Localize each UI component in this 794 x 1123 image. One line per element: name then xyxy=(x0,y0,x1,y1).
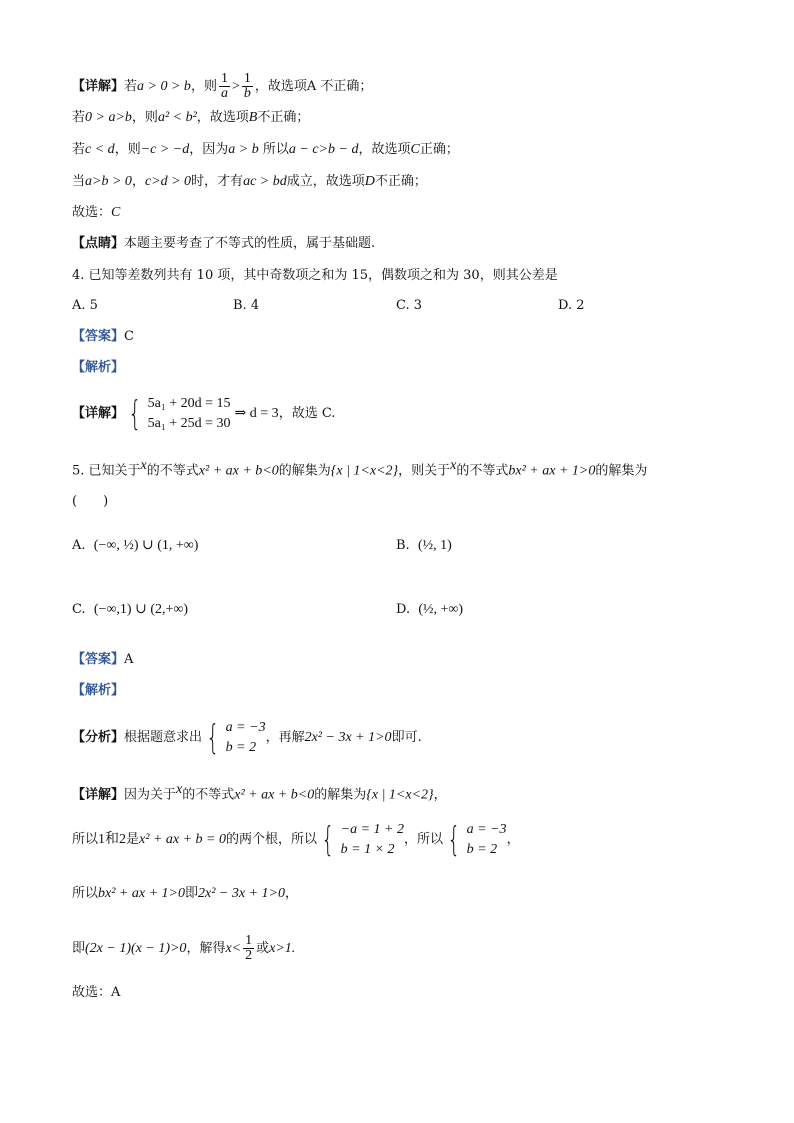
math-result: ac > bd xyxy=(243,174,287,189)
detail-tag: 【详解】 xyxy=(72,787,125,803)
equation-1: a = −3 xyxy=(466,822,507,837)
answer-letter: C xyxy=(111,205,121,220)
option-value: (−∞, ½) ∪ (1, +∞) xyxy=(93,538,199,553)
q5-option-c xyxy=(72,600,188,620)
analysis-tag: 【解析】 xyxy=(72,683,125,698)
equation-2: 5a₁ + 25d = 30 xyxy=(147,416,231,431)
text: 的两个根，所以 xyxy=(226,832,318,847)
prev-detail-line-3 xyxy=(72,140,459,160)
option-value: (−∞,1) ∪ (2,+∞) xyxy=(93,602,189,617)
text: 的解集为 xyxy=(314,787,367,803)
text: ，所以 xyxy=(404,832,444,847)
math-inequality: a² < b² xyxy=(157,110,197,125)
range-2: x>1. xyxy=(269,941,296,956)
range-1: x< xyxy=(225,941,242,956)
text: ，则 xyxy=(131,110,158,125)
equation-system-2: { a = −3 b = 2 xyxy=(447,820,507,860)
solution-set: {x | 1<x<2} xyxy=(330,463,399,479)
text: 不正确； xyxy=(257,110,310,125)
text: 若 xyxy=(124,79,138,94)
equation: x² + ax + b = 0 xyxy=(139,832,226,847)
q5-option-d xyxy=(396,600,463,620)
q4-option-c: C. 3 xyxy=(396,298,423,313)
text: 当 xyxy=(72,174,86,189)
text: ，故选 C. xyxy=(278,406,336,421)
text: 即可. xyxy=(391,730,422,745)
text: ，则 xyxy=(190,79,217,94)
analysis-tag: 【解析】 xyxy=(72,360,125,375)
answer-value: A xyxy=(124,652,134,667)
comment-tag: 【点睛】 xyxy=(72,236,125,251)
q5-detail-line-1 xyxy=(72,780,447,805)
option-label: B. xyxy=(396,538,410,553)
var-x: x xyxy=(450,458,457,473)
detail-tag: 【详解】 xyxy=(72,79,125,94)
equation-1: −a = 1 + 2 xyxy=(340,822,404,837)
q4-option-b: B. 4 xyxy=(233,298,260,313)
q5-detail-line-3 xyxy=(72,884,298,904)
option-letter: B xyxy=(248,110,258,125)
q4-option-a: A. 5 xyxy=(72,298,98,313)
text: ，则 xyxy=(114,142,141,157)
q5-choose: 故选：A xyxy=(72,985,121,1000)
text: 即 xyxy=(184,886,198,901)
fraction-one-half: $\frac{1}{2}$ xyxy=(245,933,253,963)
q5-stem xyxy=(72,456,647,481)
q5-answer xyxy=(72,650,133,670)
math-condition: a>b > 0 xyxy=(85,174,132,189)
math-condition: c < d xyxy=(85,142,115,157)
q5-detail-line-2 xyxy=(72,818,520,862)
prev-detail-line-4 xyxy=(72,172,427,192)
text: ， xyxy=(506,832,520,847)
text: ，故选项 xyxy=(196,110,249,125)
solution-set: {x | 1<x<2} xyxy=(366,787,434,803)
math-inequality: −c > −d xyxy=(140,142,190,157)
text: ，解得 xyxy=(186,941,226,956)
equation-2: b = 1 × 2 xyxy=(340,842,395,857)
math-condition: 0 > a>b xyxy=(85,110,132,125)
prev-comment xyxy=(72,234,375,254)
detail-tag: 【详解】 xyxy=(72,406,125,421)
text: 的不等式 xyxy=(456,463,509,479)
q4-stem: 4. 已知等差数列共有 10 项，其中奇数项之和为 15，偶数项之和为 30，则其公差是 xyxy=(72,268,558,283)
text: ，再解 xyxy=(265,730,305,745)
text: ，因为 xyxy=(189,142,229,157)
comment-text: 本题主要考查了不等式的性质，属于基础题. xyxy=(124,236,376,251)
option-label: A. xyxy=(72,538,86,553)
q5-analysis-tag xyxy=(72,681,124,701)
text: 5. 已知关于 xyxy=(72,463,141,479)
text: ， xyxy=(284,886,298,901)
text: 若 xyxy=(72,142,86,157)
prev-detail-line-1: 【详解】若a > 0 > b，则 $\frac{1}{a}$ > $\frac{1}{b}$ ，故选项A 不正确； xyxy=(72,71,373,101)
text: 或 xyxy=(256,941,270,956)
math-condition: a > b xyxy=(228,142,259,157)
answer-tag: 【答案】 xyxy=(72,652,125,667)
prev-choose xyxy=(72,203,120,223)
inequality: x² + ax + b<0 xyxy=(234,787,315,803)
option-value: (½, 1) xyxy=(417,538,452,553)
equation-1: 5a₁ + 20d = 15 xyxy=(147,396,231,411)
var-x: x xyxy=(176,782,183,797)
math-condition: c>d > 0 xyxy=(144,174,192,189)
q5-paren: ( ) xyxy=(72,494,109,509)
text: 若 xyxy=(72,110,86,125)
text: ，故选项 xyxy=(358,142,411,157)
answer-value: C xyxy=(124,329,134,344)
text: 的不等式 xyxy=(182,787,235,803)
fraction-1-over-b: $\frac{1}{b}$ xyxy=(243,71,251,101)
q4-detail xyxy=(72,392,335,436)
option-letter: D xyxy=(364,174,375,189)
text: 故选： xyxy=(72,205,112,220)
q4-analysis-tag xyxy=(72,358,124,378)
equation-system: { 5a₁ + 20d = 15 5a₁ + 25d = 30 xyxy=(128,394,231,434)
equation-1: a = −3 xyxy=(225,720,266,735)
answer-tag: 【答案】 xyxy=(72,329,125,344)
roots: 1和2 xyxy=(98,832,127,847)
text: 所以 xyxy=(262,142,289,157)
equation-system: { a = −3 b = 2 xyxy=(206,718,266,758)
text: 不正确； xyxy=(374,174,427,189)
inequality-1: x² + ax + b<0 xyxy=(198,463,279,479)
equation-2: b = 2 xyxy=(466,842,498,857)
option-label: D. xyxy=(396,602,411,617)
equation-2: b = 2 xyxy=(225,740,257,755)
text: 是 xyxy=(126,832,140,847)
text: ，则关于 xyxy=(398,463,451,479)
text: 所以 xyxy=(72,886,99,901)
text: 所以 xyxy=(72,832,99,847)
q5-option-b xyxy=(396,536,452,556)
text: 即 xyxy=(72,941,86,956)
math-result: a − c>b − d xyxy=(288,142,359,157)
text: 的解集为 xyxy=(595,463,648,479)
option-letter: C xyxy=(410,142,420,157)
text: 时，才有 xyxy=(191,174,244,189)
q5-option-a xyxy=(72,536,198,556)
text: 的解集为 xyxy=(278,463,331,479)
text: 成立，故选项 xyxy=(286,174,365,189)
text: ， xyxy=(433,787,447,803)
text: 的不等式 xyxy=(146,463,199,479)
inequality-2: 2x² − 3x + 1>0 xyxy=(198,886,285,901)
q5-fenxi xyxy=(72,716,422,760)
fraction-1-over-a: $\frac{1}{a}$ xyxy=(220,71,228,101)
text: ，故选项A 不正确； xyxy=(254,79,373,94)
q5-detail-line-4 xyxy=(72,934,295,963)
result: ⇒ d = 3 xyxy=(234,406,279,421)
inequality: 2x² − 3x + 1>0 xyxy=(304,730,392,745)
text: 根据题意求出 xyxy=(124,730,203,745)
option-label: C. xyxy=(72,602,86,617)
inequality-2: bx² + ax + 1>0 xyxy=(508,463,596,479)
equation-system-1: { −a = 1 + 2 b = 1 × 2 xyxy=(321,820,404,860)
text: ， xyxy=(131,174,145,189)
text: 正确； xyxy=(419,142,459,157)
factored-inequality: (2x − 1)(x − 1)>0 xyxy=(85,941,187,956)
fenxi-tag: 【分析】 xyxy=(72,730,125,745)
var-x: x xyxy=(140,458,147,473)
text: 因为关于 xyxy=(124,787,177,803)
option-value: (½, +∞) xyxy=(418,602,464,617)
q4-option-d: D. 2 xyxy=(558,298,585,313)
prev-detail-line-2 xyxy=(72,108,309,128)
q4-answer xyxy=(72,327,134,347)
math-condition: a > 0 > b xyxy=(137,79,191,94)
inequality-1: bx² + ax + 1>0 xyxy=(98,886,185,901)
